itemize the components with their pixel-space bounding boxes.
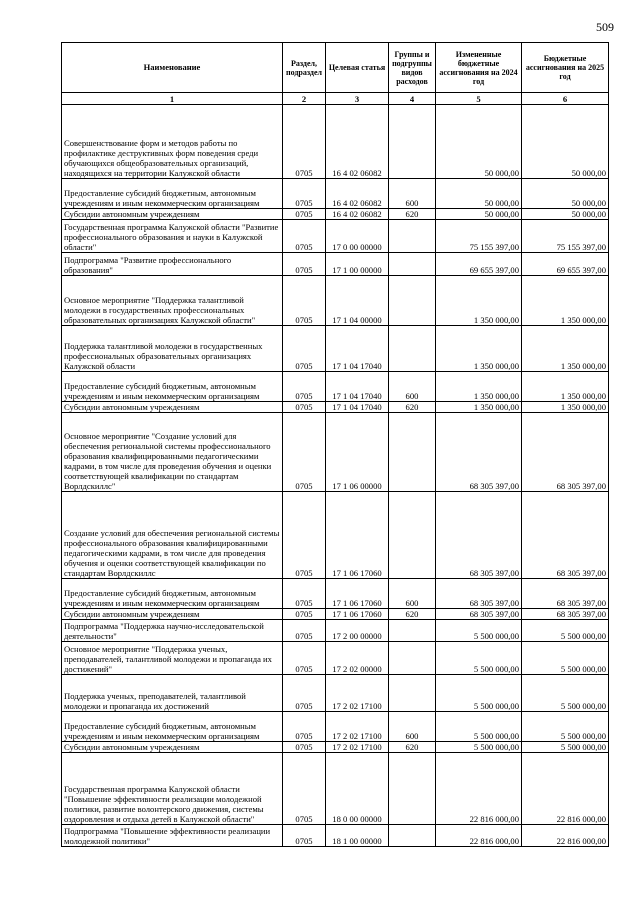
table-cell-section: 0705 [283,712,326,742]
table-cell-value-2024: 1 350 000,00 [436,326,522,372]
header-section: Раздел, подраздел [283,43,326,93]
table-cell-group [389,276,436,326]
table-cell-name: Основное мероприятие "Создание условий для обеспечения региональной системы профессионального образования квалифицированными педагогическими кадрами, в том числе для проведения обучения и оценки соответствующей квалификации по стандартам Ворлдскиллс" [62,413,283,492]
table-cell-name: Государственная программа Калужской области "Повышение эффективности реализации молодежной политики, развитие волонтерского движения, системы оздоровления и отдыха детей в Калужской области" [62,753,283,825]
table-cell-value-2025: 50 000,00 [522,179,609,209]
table-row [62,276,609,326]
table-cell-target: 17 2 02 00000 [326,642,389,675]
column-number: 3 [326,93,389,105]
budget-table [61,42,609,847]
table-cell-group: 600 [389,579,436,609]
table-cell-value-2025: 22 816 000,00 [522,753,609,825]
table-cell-value-2025: 5 500 000,00 [522,712,609,742]
table-cell-target: 17 1 06 17060 [326,609,389,620]
table-cell-value-2025: 50 000,00 [522,209,609,220]
table-row [62,209,609,220]
table-cell-value-2024: 68 305 397,00 [436,492,522,579]
table-cell-group: 600 [389,179,436,209]
table-cell-name: Государственная программа Калужской области "Развитие профессионального образования и науки в Калужской области" [62,220,283,253]
table-cell-section: 0705 [283,620,326,642]
table-cell-value-2025: 1 350 000,00 [522,326,609,372]
table-row [62,105,609,179]
table-cell-target: 16 4 02 06082 [326,209,389,220]
column-number: 4 [389,93,436,105]
table-cell-group: 600 [389,712,436,742]
table-cell-name: Предоставление субсидий бюджетным, автономным учреждениям и иным некоммерческим организациям [62,179,283,209]
table-cell-section: 0705 [283,372,326,402]
table-cell-target: 18 0 00 00000 [326,753,389,825]
table-cell-group: 620 [389,402,436,413]
table-cell-section: 0705 [283,413,326,492]
table-cell-name: Предоставление субсидий бюджетным, автономным учреждениям и иным некоммерческим организациям [62,712,283,742]
table-cell-target: 18 1 00 00000 [326,825,389,847]
table-cell-section: 0705 [283,579,326,609]
column-number: 5 [436,93,522,105]
table-cell-group [389,753,436,825]
table-cell-value-2025: 68 305 397,00 [522,413,609,492]
table-row [62,642,609,675]
table-cell-value-2025: 1 350 000,00 [522,276,609,326]
table-cell-target: 17 2 02 17100 [326,712,389,742]
table-cell-group: 620 [389,209,436,220]
table-row [62,825,609,847]
table-cell-section: 0705 [283,642,326,675]
table-cell-section: 0705 [283,276,326,326]
page-number: 509 [596,20,614,34]
table-cell-target: 17 1 06 17060 [326,579,389,609]
table-cell-name: Поддержка талантливой молодежи в государственных профессиональных образовательных организациях Калужской области [62,326,283,372]
table-cell-name: Подпрограмма "Повышение эффективности реализации молодежной политики" [62,825,283,847]
column-number: 1 [62,93,283,105]
table-cell-section: 0705 [283,209,326,220]
table-cell-value-2024: 1 350 000,00 [436,276,522,326]
table-cell-name: Основное мероприятие "Поддержка талантливой молодежи в государственных профессиональных образовательных организациях Калужской области" [62,276,283,326]
table-cell-target: 17 2 00 00000 [326,620,389,642]
table-cell-group [389,220,436,253]
table-cell-value-2025: 1 350 000,00 [522,372,609,402]
table-cell-value-2024: 75 155 397,00 [436,220,522,253]
table-cell-target: 17 0 00 00000 [326,220,389,253]
table-cell-name: Основное мероприятие "Поддержка ученых, преподавателей, талантливой молодежи и пропаганда их достижений" [62,642,283,675]
table-cell-value-2024: 22 816 000,00 [436,825,522,847]
table-cell-group [389,492,436,579]
table-cell-section: 0705 [283,253,326,276]
table-cell-name: Подпрограмма "Развитие профессионального образования" [62,253,283,276]
table-cell-value-2025: 5 500 000,00 [522,742,609,753]
table-cell-value-2024: 50 000,00 [436,105,522,179]
table-cell-section: 0705 [283,179,326,209]
table-cell-value-2024: 1 350 000,00 [436,372,522,402]
table-cell-group [389,326,436,372]
table-cell-value-2025: 69 655 397,00 [522,253,609,276]
table-cell-name: Предоставление субсидий бюджетным, автономным учреждениям и иным некоммерческим организациям [62,579,283,609]
header-changed-2024: Измененные бюджетные ассигнования на 2024 год [436,43,522,93]
table-cell-section: 0705 [283,326,326,372]
table-cell-value-2025: 68 305 397,00 [522,579,609,609]
table-cell-section: 0705 [283,742,326,753]
table-cell-group [389,642,436,675]
table-row [62,253,609,276]
table-row [62,402,609,413]
table-cell-name: Создание условий для обеспечения региональной системы профессионального образования квалифицированными педагогическими кадрами, в том числе для проведения обучения и оценки соответствующей квалификации по стандартам Ворлдскиллс [62,492,283,579]
table-cell-value-2024: 5 500 000,00 [436,620,522,642]
table-cell-target: 17 1 06 17060 [326,492,389,579]
table-cell-value-2024: 5 500 000,00 [436,675,522,712]
table-cell-section: 0705 [283,675,326,712]
table-cell-section: 0705 [283,753,326,825]
table-cell-group [389,825,436,847]
table-cell-section: 0705 [283,825,326,847]
table-row [62,220,609,253]
table-row [62,712,609,742]
table-row [62,675,609,712]
table-cell-value-2024: 69 655 397,00 [436,253,522,276]
table-cell-target: 17 2 02 17100 [326,675,389,712]
table-cell-value-2025: 5 500 000,00 [522,620,609,642]
table-cell-group [389,620,436,642]
table-cell-group: 600 [389,372,436,402]
table-cell-name: Субсидии автономным учреждениям [62,742,283,753]
table-cell-value-2024: 68 305 397,00 [436,609,522,620]
table-cell-group: 620 [389,742,436,753]
table-cell-value-2025: 75 155 397,00 [522,220,609,253]
table-cell-section: 0705 [283,492,326,579]
table-cell-value-2024: 50 000,00 [436,179,522,209]
table-row [62,326,609,372]
table-cell-group [389,675,436,712]
table-cell-name: Совершенствование форм и методов работы по профилактике деструктивных форм поведения среди обучающихся общеобразовательных организаций, находящихся на территории Калужской области [62,105,283,179]
table-body [62,105,609,847]
table-cell-section: 0705 [283,402,326,413]
table-cell-target: 16 4 02 06082 [326,105,389,179]
table-cell-value-2025: 50 000,00 [522,105,609,179]
table-cell-value-2024: 68 305 397,00 [436,413,522,492]
table-cell-value-2024: 68 305 397,00 [436,579,522,609]
table-cell-target: 17 1 04 17040 [326,402,389,413]
table-row [62,579,609,609]
table-cell-target: 17 1 04 17040 [326,372,389,402]
table-cell-value-2024: 50 000,00 [436,209,522,220]
table-cell-value-2025: 5 500 000,00 [522,675,609,712]
table-cell-target: 17 1 00 00000 [326,253,389,276]
table-row [62,753,609,825]
table-cell-name: Предоставление субсидий бюджетным, автономным учреждениям и иным некоммерческим организациям [62,372,283,402]
table-cell-group [389,105,436,179]
table-cell-group [389,413,436,492]
table-row [62,372,609,402]
table-cell-name: Субсидии автономным учреждениям [62,609,283,620]
table-row [62,609,609,620]
header-target: Целевая статья [326,43,389,93]
table-row [62,620,609,642]
table-cell-section: 0705 [283,609,326,620]
table-cell-target: 17 1 04 17040 [326,326,389,372]
table-cell-target: 17 1 06 00000 [326,413,389,492]
table-row [62,179,609,209]
table-cell-section: 0705 [283,220,326,253]
table-row [62,742,609,753]
table-cell-value-2024: 5 500 000,00 [436,642,522,675]
table-cell-value-2024: 5 500 000,00 [436,742,522,753]
table-cell-name: Субсидии автономным учреждениям [62,209,283,220]
table-cell-name: Поддержка ученых, преподавателей, талантливой молодежи и пропаганда их достижений [62,675,283,712]
table-row [62,413,609,492]
table-cell-value-2025: 22 816 000,00 [522,825,609,847]
table-cell-value-2024: 22 816 000,00 [436,753,522,825]
table-cell-value-2024: 5 500 000,00 [436,712,522,742]
table-cell-target: 17 1 04 00000 [326,276,389,326]
table-cell-name: Подпрограмма "Поддержка научно-исследовательской деятельности" [62,620,283,642]
table-cell-value-2024: 1 350 000,00 [436,402,522,413]
table-cell-group: 620 [389,609,436,620]
table-cell-value-2025: 68 305 397,00 [522,609,609,620]
header-name: Наименование [62,43,283,93]
table-cell-value-2025: 5 500 000,00 [522,642,609,675]
table-cell-target: 17 2 02 17100 [326,742,389,753]
table-cell-section: 0705 [283,105,326,179]
header-groups: Группы и подгруппы видов расходов [389,43,436,93]
column-number: 6 [522,93,609,105]
table-cell-group [389,253,436,276]
header-budget-2025: Бюджетные ассигнования на 2025 год [522,43,609,93]
table-cell-value-2025: 68 305 397,00 [522,492,609,579]
table-cell-name: Субсидии автономным учреждениям [62,402,283,413]
table-cell-target: 16 4 02 06082 [326,179,389,209]
column-number: 2 [283,93,326,105]
table-cell-value-2025: 1 350 000,00 [522,402,609,413]
table-row [62,492,609,579]
